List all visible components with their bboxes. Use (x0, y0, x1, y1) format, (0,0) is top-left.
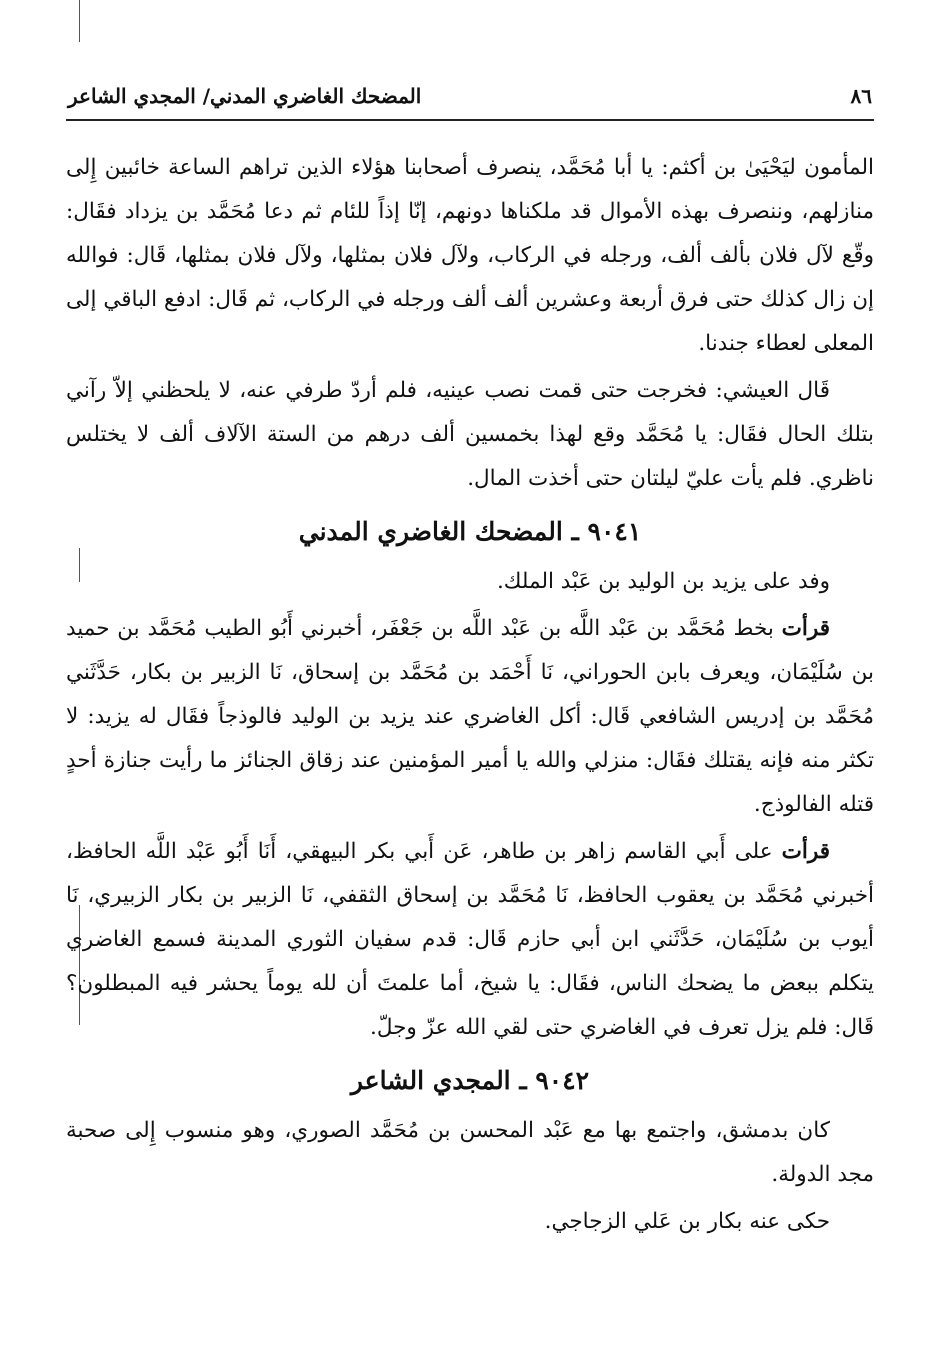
paragraph-isnad-2 (66, 830, 874, 1050)
page-number: ٨٦ (850, 84, 872, 108)
isnad-1-text: بخط مُحَمَّد بن عَبْد اللَّه بن عَبْد اللَّه بن جَعْفَر، أخبرني أَبُو الطيب مُحَمَّد بن حميد بن سُلَيْمَان، ويعرف بابن الحوراني، نَا أَحْمَد بن مُحَمَّد بن إسحاق، نَا الزبير بن بكار، حَدَّثَني مُحَمَّد بن إدريس الشافعي قَال: أكل الغاضري عند يزيد بن الوليد فالوذجاً فقَال له يزيد: لا تكثر منه فإنه يقتلك فقَال: منزلي والله يا أمير المؤمنين عند زقاق الجنائز ما رأيت جنازة أحدٍ قتله الفالوذج. (66, 616, 874, 817)
paragraph-narrator: حكى عنه بكار بن عَلي الزجاجي. (544, 1209, 830, 1234)
entry-heading-9042: ٩٠٤٢ ـ المجدي الشاعر (350, 1066, 590, 1095)
entry-heading-9041: ٩٠٤١ ـ المضحك الغاضري المدني (298, 517, 642, 546)
paragraph-continuation: المأمون ليَحْيَىٰ بن أكثم: يا أبا مُحَمَّد، ينصرف أصحابنا هؤلاء الذين تراهم الساعة خائبين إِلى منازلهم، وننصرف بهذه الأموال قد ملكناها دونهم، إنّا إذاً للئام ثم دعا مُحَمَّد بن يزداد فقَال: وقّع لآل فلان بألف ألف، ورجله في الركاب، ولآل فلان بمثلها، ولآل فلان بمثلها، قَال: فوالله إن زال كذلك حتى فرق أربعة وعشرين ألف ألف ورجله في الركاب، ثم قَال: ادفع الباقي إلى المعلى لعطاء جندنا. (66, 155, 874, 356)
qara-tu-lead: قرأت (781, 839, 830, 864)
paragraph-entry-intro: وفد على يزيد بن الوليد بن عَبْد الملك. (496, 569, 830, 594)
qara-tu-lead: قرأت (781, 616, 830, 641)
page-body (66, 146, 874, 1247)
scan-artifact-line (79, 0, 80, 42)
paragraph-majdi: كان بدمشق، واجتمع بها مع عَبْد المحسن بن مُحَمَّد الصوري، وهو منسوب إِلى صحبة مجد الدولة. (66, 1118, 874, 1187)
paragraph-isnad-1 (66, 607, 874, 827)
isnad-2-text: على أَبي القاسم زاهر بن طاهر، عَن أَبي بكر البيهقي، أَنَا أَبُو عَبْد اللَّه الحافظ، أخبرني مُحَمَّد بن يعقوب الحافظ، نَا مُحَمَّد بن إسحاق الثقفي، نَا الزبير بن بكار الزبيري، نَا أيوب بن سُلَيْمَان، حَدَّثَني ابن أبي حازم قَال: قدم سفيان الثوري المدينة فسمع الغاضري يتكلم ببعض ما يضحك الناس، فقَال: يا شيخ، أما علمتَ أن لله يوماً يحشر فيه المبطلون؟ قَال: فلم يزل تعرف في الغاضري حتى لقي الله عزّ وجلّ. (66, 839, 874, 1040)
header-rule (66, 119, 874, 121)
running-title: المضحك الغاضري المدني/ المجدي الشاعر (68, 84, 422, 108)
paragraph-aishi: قَال العيشي: فخرجت حتى قمت نصب عينيه، فلم أردّ طرفي عنه، لا يلحظني إلاّ رآني بتلك الحال فقَال: يا مُحَمَّد وقع لهذا بخمسين ألف درهم من الستة الآلاف ألف لا يختلس ناظري. فلم يأت عليّ ليلتان حتى أخذت المال. (66, 378, 874, 491)
running-header (68, 78, 872, 114)
